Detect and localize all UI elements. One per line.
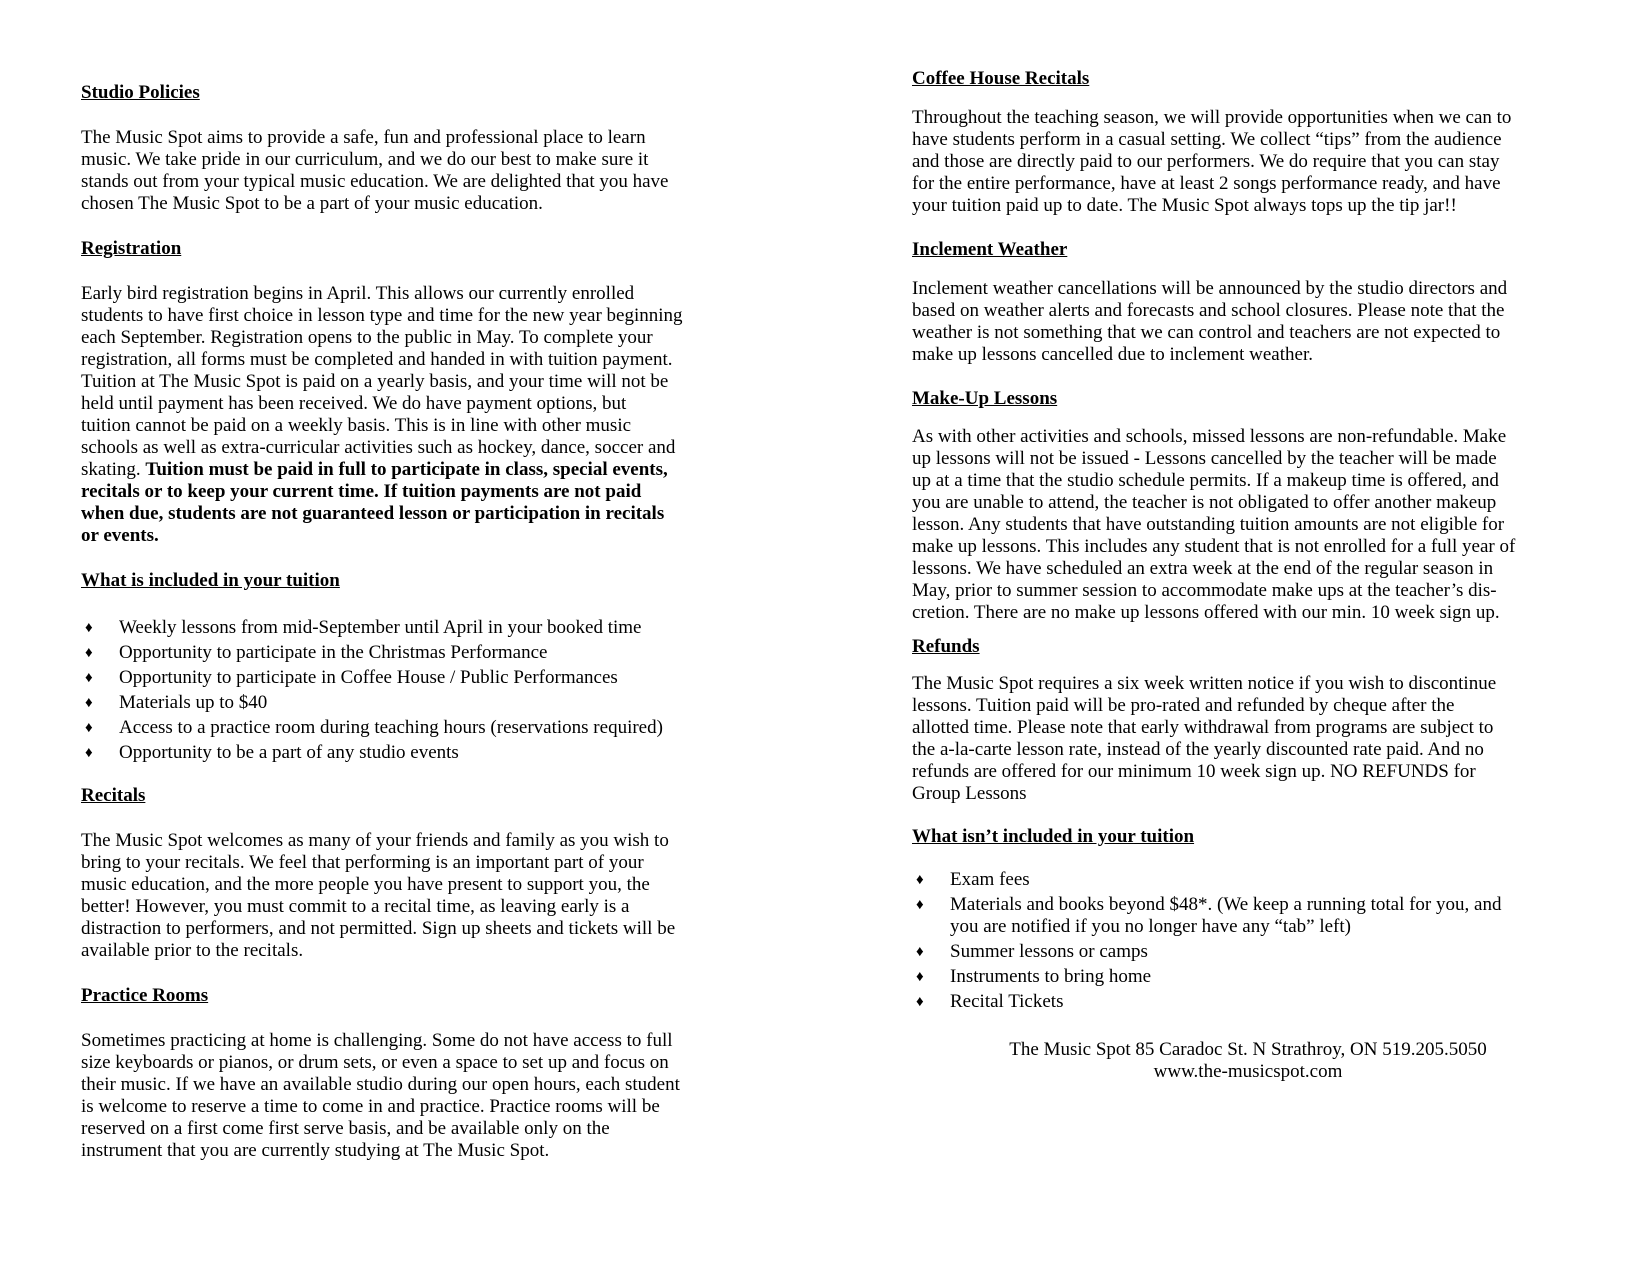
registration-body: Early bird registration begins in April. This allows our currently enrolled students to have first choice in lesson type and time for the new year beginning each September. Registration opens to the public in May. To complete your registration, all forms must be completed and handed in with tuition payment. Tuition at The Music Spot is paid on a yearly basis, and your time will not be held until payment has been received. We do have payment options, but tuition cannot be paid on a weekly basis. This is in line with other music schools as well as extra-curricular activities such as hockey, dance, soccer and skating. [81, 283, 683, 480]
included-item-text: Opportunity to be a part of any studio events [119, 742, 459, 763]
not-included-item [912, 869, 1501, 891]
included-item-text: Weekly lessons from mid-September until April in your booked time [119, 617, 642, 638]
included-item [81, 667, 663, 689]
included-item-text: Opportunity to participate in the Christmas Performance [119, 642, 548, 663]
included-list [81, 617, 663, 767]
footer [912, 1039, 1584, 1083]
included-item [81, 642, 663, 664]
included-item-text: Opportunity to participate in Coffee House / Public Performances [119, 667, 618, 688]
not-included-item-text: Exam fees [950, 869, 1030, 890]
diamond-bullet-icon: ♦ [916, 944, 924, 960]
included-item [81, 717, 663, 739]
not-included-item-text: Instruments to bring home [950, 966, 1152, 987]
diamond-bullet-icon: ♦ [85, 720, 93, 736]
not-included-item [912, 966, 1501, 988]
diamond-bullet-icon: ♦ [916, 872, 924, 888]
not-included-item-text: Recital Tickets [950, 991, 1064, 1012]
inclement-weather-text: Inclement weather cancellations will be announced by the studio directors and based on weather alerts and forecasts and school closures. Please note that the weather is not something that we can control and teachers are not expected to make up lessons cancelled due to inclement weather. [912, 278, 1508, 365]
not-included-item [912, 991, 1501, 1013]
practice-rooms-text: Sometimes practicing at home is challenging. Some do not have access to full size keyboards or pianos, or drum sets, or even a space to set up and focus on their music. If we have an available studio during our open hours, each student is welcome to reserve a time to come in and practice. Practice rooms will be reserved on a first come first serve basis, and be available only on the instrument that you are currently studying at The Music Spot. [81, 1030, 680, 1161]
registration-text [81, 283, 683, 547]
diamond-bullet-icon: ♦ [916, 994, 924, 1010]
makeup-lessons-text: As with other activities and schools, missed lessons are non-refundable. Make up lessons will not be issued - Lessons cancelled by the teacher will be made up at a time that the studio schedule permits. If a makeup time is offered, and you are unable to attend, the teacher is not obligated to offer another makeup lesson. Any students that have outstanding tuition amounts are not eligible for make up lessons. This includes any student that is not enrolled for a full year of lessons. We have scheduled an extra week at the end of the regular season in May, prior to summer session to accommodate make ups at the teacher’s dis- cretion. There are no make up lessons offered with our min. 10 week sign up. [912, 426, 1516, 623]
studio-policies-text: The Music Spot aims to provide a safe, fun and professional place to learn music. We take pride in our curriculum, and we do our best to make sure it stands out from your typical music education. We are delighted that you have chosen The Music Spot to be a part of your music education. [81, 127, 669, 214]
included-heading: What is included in your tuition [81, 570, 340, 591]
recitals-text: The Music Spot welcomes as many of your friends and family as you wish to bring to your recitals. We feel that performing is an important part of your music education, and the more people you have present to support you, the better! However, you must commit to a recital time, as leaving early is a distraction to performers, and not permitted. Sign up sheets and tickets will be available prior to the recitals. [81, 830, 676, 961]
included-item-text: Materials up to $40 [119, 692, 268, 713]
not-included-heading: What isn’t included in your tuition [912, 826, 1195, 847]
included-item [81, 617, 663, 639]
registration-heading: Registration [81, 238, 182, 259]
coffee-house-heading: Coffee House Recitals [912, 68, 1090, 89]
included-item-text: Access to a practice room during teaching hours (reservations required) [119, 717, 663, 738]
refunds-heading: Refunds [912, 636, 980, 657]
not-included-item-text: Summer lessons or camps [950, 941, 1148, 962]
not-included-item [912, 941, 1501, 963]
included-item [81, 692, 663, 714]
diamond-bullet-icon: ♦ [85, 620, 93, 636]
footer-address: The Music Spot 85 Caradoc St. N Strathroy, ON 519.205.5050 [1009, 1039, 1487, 1060]
refunds-text: The Music Spot requires a six week written notice if you wish to discontinue lessons. Tuition paid will be pro-rated and refunded by cheque after the allotted time. Please note that early withdrawal from programs are subject to the a-la-carte lesson rate, instead of the yearly discounted rate paid. And no refunds are offered for our minimum 10 week sign up. NO REFUNDS for Group Lessons [912, 673, 1497, 804]
recitals-heading: Recitals [81, 785, 146, 806]
not-included-item-text: Materials and books beyond $48*. (We keep a running total for you, and you are notified if you no longer have any “tab” left) [950, 894, 1502, 937]
makeup-lessons-heading: Make-Up Lessons [912, 388, 1058, 409]
diamond-bullet-icon: ♦ [85, 670, 93, 686]
diamond-bullet-icon: ♦ [85, 745, 93, 761]
coffee-house-text: Throughout the teaching season, we will provide opportunities when we can to have students perform in a casual setting. We collect “tips” from the audience and those are directly paid to our performers. We do require that you can stay for the entire performance, have at least 2 songs performance ready, and have your tuition paid up to date. The Music Spot always tops up the tip jar!! [912, 107, 1512, 216]
diamond-bullet-icon: ♦ [916, 897, 924, 913]
footer-website: www.the-musicspot.com [1153, 1061, 1343, 1082]
diamond-bullet-icon: ♦ [85, 645, 93, 661]
not-included-item [912, 894, 1501, 938]
diamond-bullet-icon: ♦ [85, 695, 93, 711]
diamond-bullet-icon: ♦ [916, 969, 924, 985]
studio-policies-heading: Studio Policies [81, 82, 200, 103]
not-included-list [912, 869, 1501, 1016]
included-item [81, 742, 663, 764]
inclement-weather-heading: Inclement Weather [912, 239, 1068, 260]
practice-rooms-heading: Practice Rooms [81, 985, 209, 1006]
registration-tuition-notice: Tuition must be paid in full to participate in class, special events, recitals or to keep your current time. If tuition payments are not paid when due, students are not guaranteed lesson or participation in recitals or events. [81, 459, 668, 546]
